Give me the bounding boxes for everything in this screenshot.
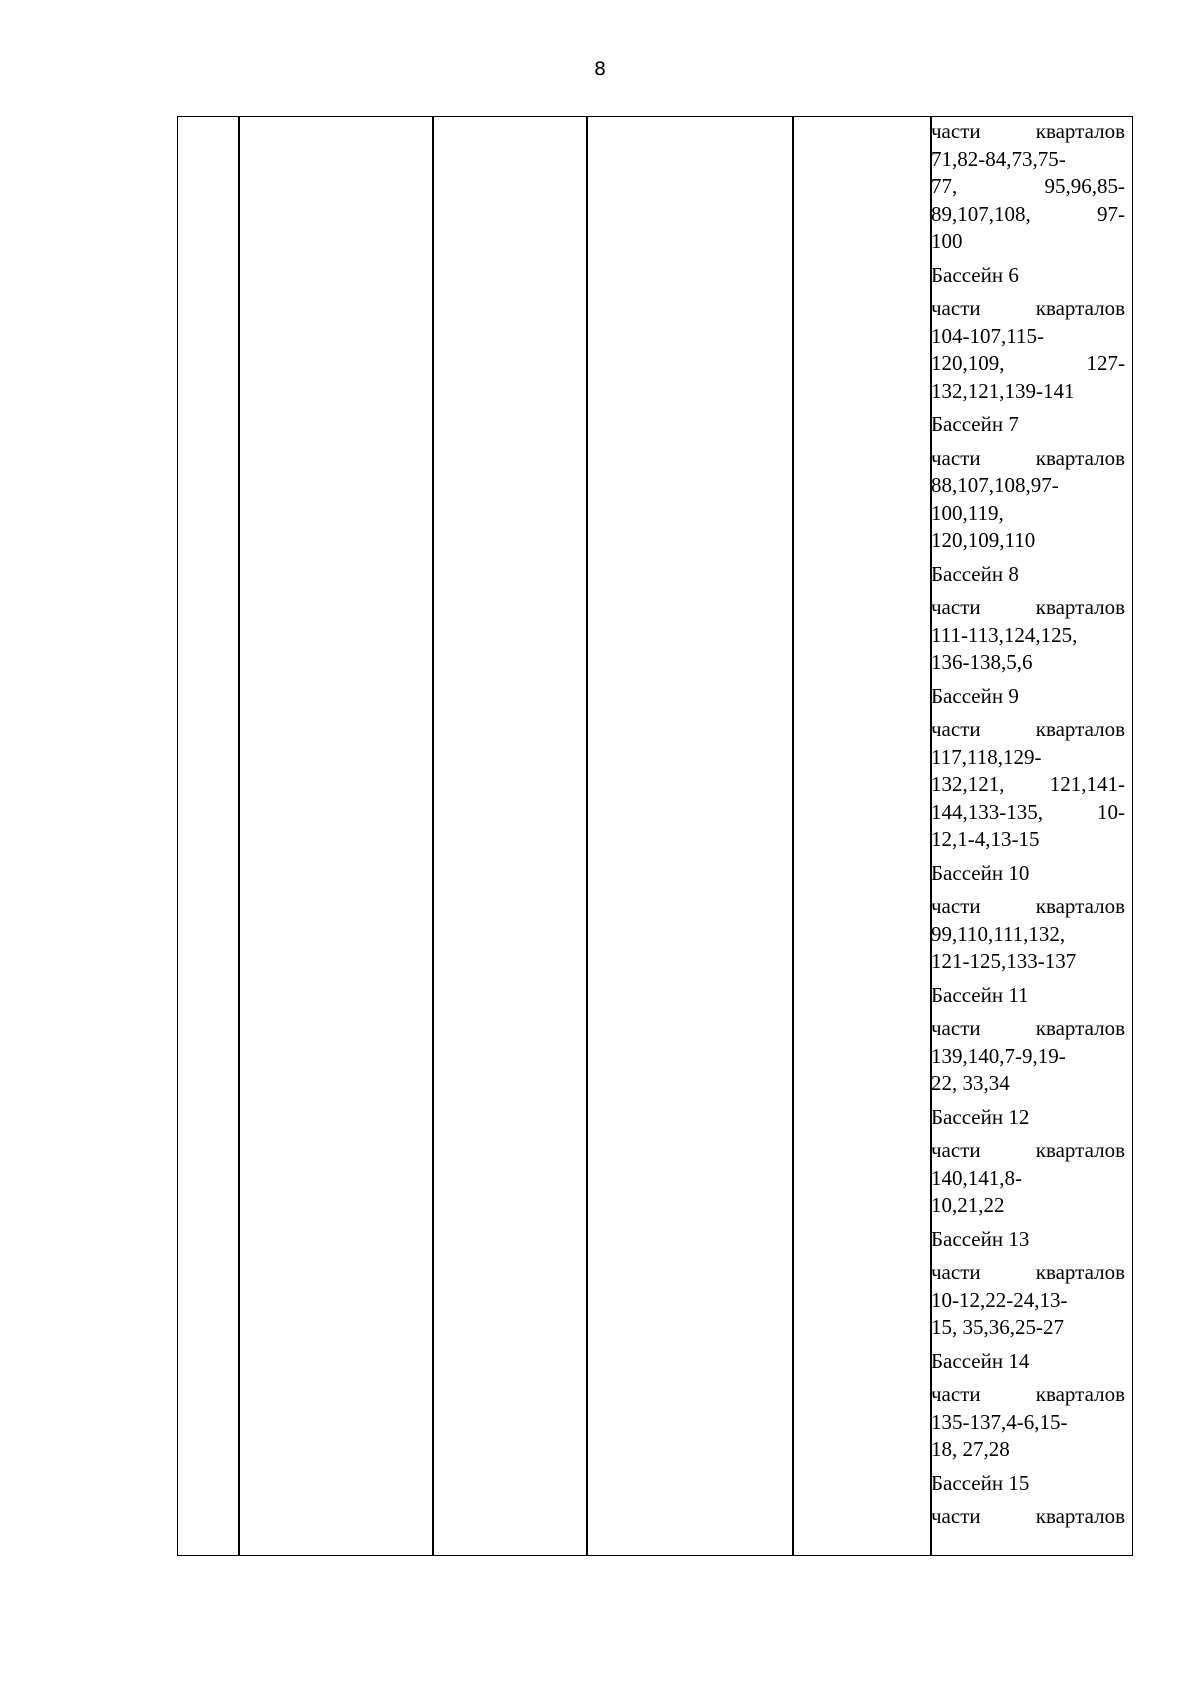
column-divider-3 [586, 116, 588, 1556]
quarters-text [931, 295, 1125, 405]
quarters-line: 136-138,5,6 [931, 650, 1033, 674]
quarters-text [931, 1259, 1125, 1342]
quarters-line: 10,21,22 [931, 1193, 1005, 1217]
basin-entry [931, 1104, 1125, 1220]
quarters-line: 132,121,139-141 [931, 378, 1075, 403]
quarters-text [931, 1015, 1125, 1098]
basin-label: Бассейн 13 [931, 1226, 1030, 1251]
quarters-line: 100,119, [931, 500, 1004, 525]
quarters-line: части кварталов [931, 1138, 1125, 1162]
basin-entry [931, 1226, 1125, 1342]
basin-label: Бассейн 11 [931, 982, 1029, 1007]
column-divider-4 [792, 116, 794, 1556]
basin-label: Бассейн 6 [931, 262, 1019, 287]
column-divider-1 [238, 116, 240, 1556]
basin-label: Бассейн 7 [931, 412, 1019, 436]
quarters-line: части кварталов [931, 1382, 1125, 1406]
quarters-line: 89,107,108, 97- [931, 201, 1125, 226]
quarters-line: 135-137,4-6,15- [931, 1409, 1068, 1434]
quarters-line: части кварталов [931, 1016, 1125, 1040]
quarters-text [931, 1137, 1125, 1220]
basin-label: Бассейн 12 [931, 1104, 1030, 1129]
quarters-line: части кварталов [931, 445, 1125, 470]
quarters-line: части кварталов [931, 119, 1125, 143]
basin-label: Бассейн 9 [931, 683, 1019, 708]
quarters-line: 18, 27,28 [931, 1437, 1010, 1461]
basin-entry [931, 411, 1125, 555]
quarters-line: 104-107,115- [931, 323, 1044, 348]
quarters-text [931, 445, 1125, 555]
basin-entry [931, 1470, 1125, 1531]
quarters-line: 121-125,133-137 [931, 949, 1077, 973]
quarters-line: 12,1-4,13-15 [931, 827, 1040, 851]
quarters-line: 120,109, 127- [931, 351, 1125, 375]
quarters-line: части кварталов [931, 894, 1125, 918]
basin-entry [931, 982, 1125, 1098]
quarters-line: 111-113,124,125, [931, 622, 1078, 647]
quarters-line: части кварталов [931, 717, 1125, 741]
quarters-line: части кварталов [931, 1260, 1125, 1284]
quarters-line: 99,110,111,132, [931, 921, 1066, 946]
quarters-line: 139,140,7-9,19- [931, 1043, 1066, 1068]
quarters-line: 117,118,129- [931, 744, 1042, 769]
basin-label: Бассейн 14 [931, 1348, 1030, 1373]
basin-entry [931, 860, 1125, 976]
quarters-line: 144,133-135, 10- [931, 799, 1125, 824]
quarters-text [931, 716, 1125, 854]
basin-entry [931, 262, 1125, 406]
quarters-text [931, 594, 1125, 677]
quarters-line: 77, 95,96,85- [931, 174, 1125, 198]
basin-entry [931, 683, 1125, 854]
quarters-line: 22, 33,34 [931, 1071, 1010, 1095]
quarters-line: 100 [931, 229, 963, 253]
quarters-text [931, 1381, 1125, 1464]
quarters-line: части кварталов [931, 296, 1125, 320]
quarters-line: 140,141,8- [931, 1165, 1022, 1190]
quarters-line: 132,121, 121,141- [931, 772, 1125, 796]
basin-label: Бассейн 8 [931, 561, 1019, 586]
basin-entry [931, 561, 1125, 677]
page-number: 8 [593, 58, 607, 80]
quarters-line: 120,109,110 [931, 528, 1036, 552]
quarters-line: 15, 35,36,25-27 [931, 1315, 1064, 1339]
quarters-text [931, 118, 1125, 256]
quarters-line: части кварталов [931, 595, 1125, 619]
basin-label: Бассейн 10 [931, 860, 1030, 885]
quarters-line: части кварталов [931, 1504, 1125, 1528]
basin-label: Бассейн 15 [931, 1470, 1030, 1495]
column-divider-2 [432, 116, 434, 1556]
quarters-text [931, 893, 1125, 976]
quarters-line: 10-12,22-24,13- [931, 1287, 1068, 1312]
quarters-line: 71,82-84,73,75- [931, 146, 1066, 171]
basin-entry [931, 118, 1125, 256]
quarters-text [931, 1503, 1125, 1531]
basin-entry [931, 1348, 1125, 1464]
basin-description-cell [931, 118, 1125, 1537]
quarters-line: 88,107,108,97- [931, 473, 1059, 497]
